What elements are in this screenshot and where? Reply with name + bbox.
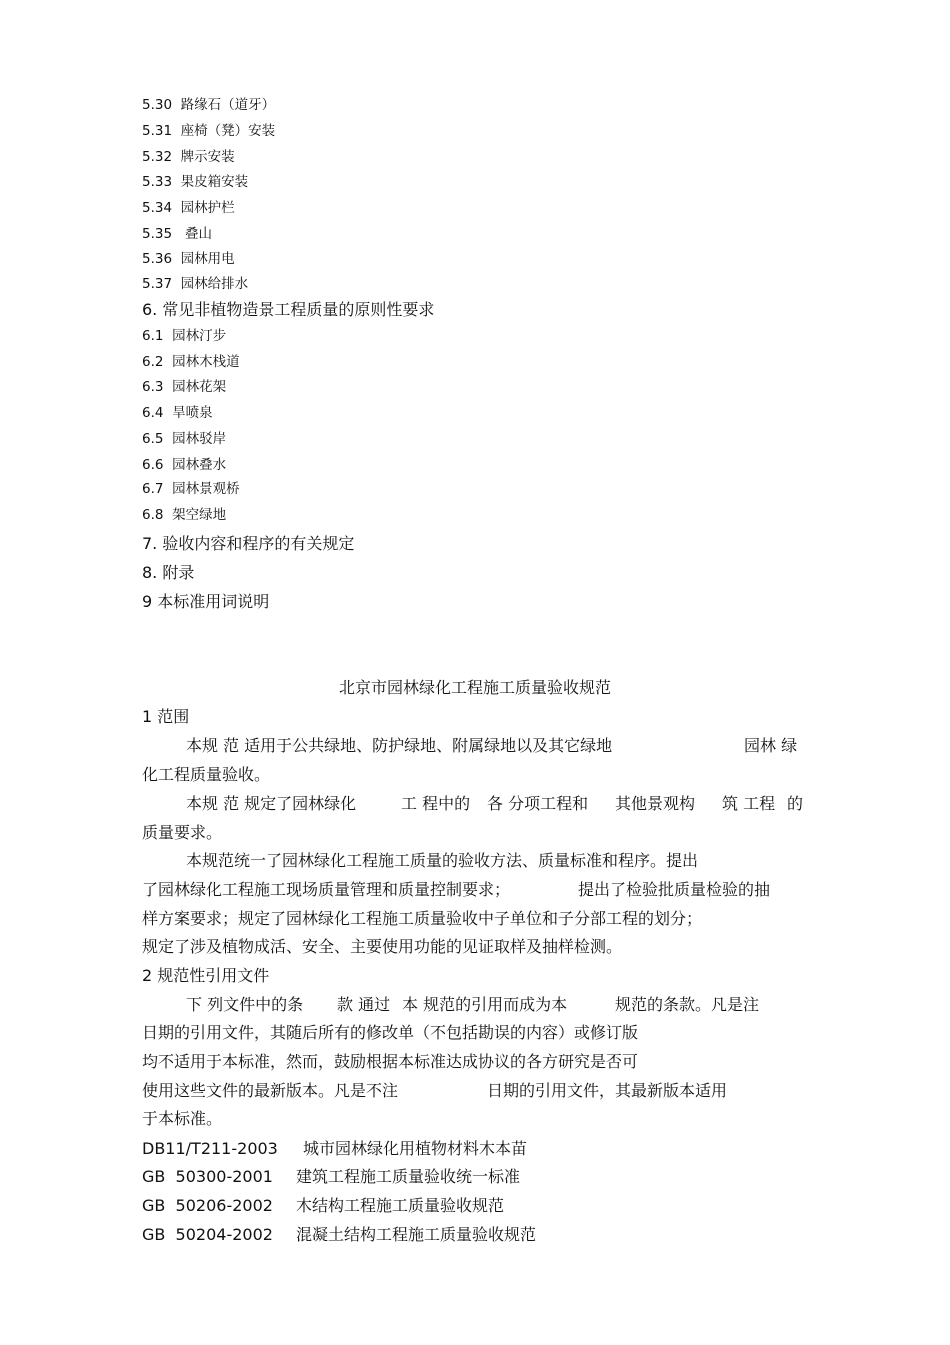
- toc-chapter-7: 7. 验收内容和程序的有关规定: [142, 534, 355, 553]
- section-1-text: 本规范统一了园林绿化工程施工质量的验收方法、质量标准和程序。提出: [186, 851, 699, 870]
- toc-item: 6.7 园林景观桥: [142, 481, 240, 497]
- toc-chapter-8: 8. 附录: [142, 563, 195, 582]
- reference-name: 木结构工程施工质量验收规范: [296, 1196, 505, 1215]
- toc-item: 6.1 园林汀步: [142, 328, 227, 344]
- section-1-heading: 1 范围: [142, 707, 190, 726]
- reference-code: GB 50204-2002: [142, 1225, 273, 1244]
- toc-item: 5.37 园林给排水: [142, 276, 249, 292]
- section-2-text: 日期的引用文件，其最新版本适用: [487, 1081, 728, 1100]
- section-2-text: 本 规范的引用而成为本: [402, 995, 568, 1014]
- reference-name: 城市园林绿化用植物材料木本苗: [303, 1139, 528, 1158]
- reference-code: GB 50206-2002: [142, 1196, 273, 1215]
- section-2-text: 使用这些文件的最新版本。凡是不注: [142, 1081, 399, 1100]
- toc-item: 5.36 园林用电: [142, 251, 235, 267]
- reference-name: 建筑工程施工质量验收统一标准: [296, 1167, 521, 1186]
- section-2-heading: 2 规范性引用文件: [142, 966, 270, 985]
- section-2-text: 日期的引用文件，其随后所有的修改单（不包括勘误的内容）或修订版: [142, 1023, 639, 1042]
- reference-code: GB 50300-2001: [142, 1167, 273, 1186]
- toc-item: 5.34 园林护栏: [142, 200, 235, 216]
- toc-item: 5.30 路缘石（道牙）: [142, 97, 276, 113]
- toc-item: 6.2 园林木栈道: [142, 354, 240, 370]
- section-1-text: 各 分项工程和: [487, 794, 589, 813]
- section-1-text: 工 程中的: [401, 794, 471, 813]
- section-1-text: 规定了涉及植物成活、安全、主要使用功能的见证取样及抽样检测。: [142, 937, 623, 956]
- section-2-text: 规范的条款。凡是注: [615, 995, 760, 1014]
- section-1-text: 筑 工程: [722, 794, 776, 813]
- toc-item: 6.6 园林叠水: [142, 457, 227, 473]
- toc-item: 5.31 座椅（凳）安装: [142, 123, 276, 139]
- section-1-text: 化工程质量验收。: [142, 765, 271, 784]
- document-title: 北京市园林绿化工程施工质量验收规范: [338, 678, 611, 697]
- toc-item: 5.32 牌示安装: [142, 149, 235, 165]
- section-1-text: 了园林绿化工程施工现场质量管理和质量控制要求；: [142, 880, 511, 899]
- section-1-text: 本规 范 适用于公共绿地、防护绿地、附属绿地以及其它绿地: [186, 736, 613, 755]
- section-1-text: 其他景观构: [615, 794, 696, 813]
- section-2-text: 于本标准。: [142, 1109, 223, 1128]
- section-1-text: 提出了检验批质量检验的抽: [578, 880, 771, 899]
- reference-name: 混凝土结构工程施工质量验收规范: [296, 1225, 537, 1244]
- section-1-text: 园林 绿: [744, 736, 798, 755]
- section-1-text: 的: [787, 794, 804, 813]
- section-1-text: 质量要求。: [142, 823, 223, 842]
- toc-item: 6.4 旱喷泉: [142, 405, 213, 421]
- toc-item: 5.35 叠山: [142, 226, 212, 242]
- section-2-text: 下 列文件中的条: [186, 995, 304, 1014]
- section-2-text: 款 通过: [337, 995, 391, 1014]
- toc-item: 6.3 园林花架: [142, 379, 227, 395]
- reference-code: DB11/T211-2003: [142, 1139, 278, 1158]
- toc-item: 5.33 果皮箱安装: [142, 174, 249, 190]
- toc-item: 6.8 架空绿地: [142, 507, 227, 523]
- toc-chapter-9: 9 本标准用词说明: [142, 592, 270, 611]
- section-1-text: 本规 范 规定了园林绿化: [186, 794, 357, 813]
- section-2-text: 均不适用于本标准，然而，鼓励根据本标准达成协议的各方研究是否可: [142, 1052, 639, 1071]
- section-1-text: 样方案要求；规定了园林绿化工程施工质量验收中子单位和子分部工程的划分；: [142, 909, 703, 928]
- toc-chapter-6: 6. 常见非植物造景工程质量的原则性要求: [142, 300, 435, 319]
- toc-item: 6.5 园林驳岸: [142, 431, 227, 447]
